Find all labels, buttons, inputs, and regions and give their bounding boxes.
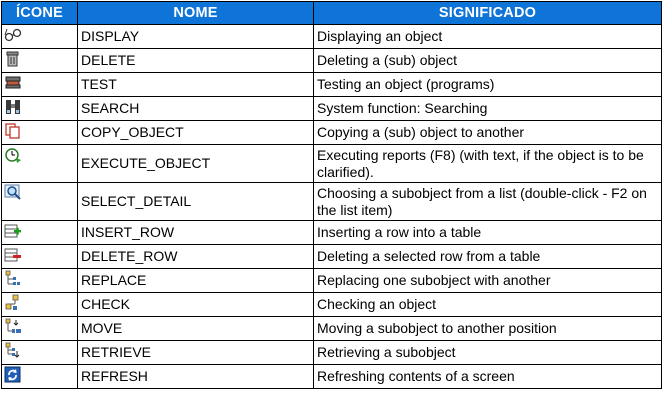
table-row bbox=[2, 25, 662, 49]
name-cell: DELETE_ROW bbox=[78, 245, 314, 269]
table-row bbox=[2, 221, 662, 245]
table-row bbox=[2, 365, 662, 389]
wrench-test-icon bbox=[4, 74, 22, 92]
icon-cell bbox=[2, 73, 78, 97]
meaning-cell: Testing an object (programs) bbox=[314, 73, 662, 97]
meaning-cell: System function: Searching bbox=[314, 97, 662, 121]
trash-can-icon bbox=[4, 50, 22, 68]
meaning-cell: Copying a (sub) object to another bbox=[314, 121, 662, 145]
icon-cell bbox=[2, 365, 78, 389]
header-icon: ÍCONE bbox=[2, 2, 78, 25]
icon-cell bbox=[2, 49, 78, 73]
delete-row-icon bbox=[4, 246, 22, 264]
binoculars-icon bbox=[4, 98, 22, 116]
meaning-cell: Refreshing contents of a screen bbox=[314, 365, 662, 389]
icon-cell bbox=[2, 341, 78, 365]
table-row bbox=[2, 73, 662, 97]
icon-cell bbox=[2, 145, 78, 183]
meaning-cell: Checking an object bbox=[314, 293, 662, 317]
name-cell: COPY_OBJECT bbox=[78, 121, 314, 145]
meaning-cell: Moving a subobject to another position bbox=[314, 317, 662, 341]
name-cell: SELECT_DETAIL bbox=[78, 183, 314, 221]
table-row bbox=[2, 183, 662, 221]
icon-cell bbox=[2, 183, 78, 221]
meaning-cell: Deleting a selected row from a table bbox=[314, 245, 662, 269]
name-cell: DELETE bbox=[78, 49, 314, 73]
meaning-cell: Inserting a row into a table bbox=[314, 221, 662, 245]
table-row bbox=[2, 317, 662, 341]
header-meaning: SIGNIFICADO bbox=[314, 2, 662, 25]
table-row bbox=[2, 121, 662, 145]
table-row bbox=[2, 49, 662, 73]
icon-cell bbox=[2, 97, 78, 121]
table-row bbox=[2, 145, 662, 183]
table-header-row bbox=[2, 2, 662, 25]
name-cell: CHECK bbox=[78, 293, 314, 317]
replace-tree-icon bbox=[4, 270, 22, 288]
check-tree-icon bbox=[4, 294, 22, 312]
header-name: NOME bbox=[78, 2, 314, 25]
table-row bbox=[2, 97, 662, 121]
name-cell: SEARCH bbox=[78, 97, 314, 121]
glasses-icon bbox=[4, 26, 22, 44]
name-cell: REPLACE bbox=[78, 269, 314, 293]
icon-cell bbox=[2, 293, 78, 317]
icon-reference-table-container bbox=[1, 1, 662, 389]
meaning-cell: Deleting a (sub) object bbox=[314, 49, 662, 73]
icon-cell bbox=[2, 121, 78, 145]
magnifier-detail-icon bbox=[4, 184, 22, 202]
table-row bbox=[2, 341, 662, 365]
name-cell: EXECUTE_OBJECT bbox=[78, 145, 314, 183]
name-cell: INSERT_ROW bbox=[78, 221, 314, 245]
table-row bbox=[2, 293, 662, 317]
retrieve-tree-icon bbox=[4, 342, 22, 360]
icon-reference-table bbox=[1, 1, 662, 389]
clock-execute-icon bbox=[4, 146, 22, 164]
icon-cell bbox=[2, 221, 78, 245]
copy-pages-icon bbox=[4, 122, 22, 140]
name-cell: MOVE bbox=[78, 317, 314, 341]
meaning-cell: Executing reports (F8) (with text, if the object is to be clarified). bbox=[314, 145, 662, 183]
meaning-cell: Replacing one subobject with another bbox=[314, 269, 662, 293]
icon-cell bbox=[2, 25, 78, 49]
name-cell: REFRESH bbox=[78, 365, 314, 389]
refresh-icon bbox=[4, 366, 22, 384]
icon-cell bbox=[2, 269, 78, 293]
name-cell: TEST bbox=[78, 73, 314, 97]
insert-row-icon bbox=[4, 222, 22, 240]
move-tree-icon bbox=[4, 318, 22, 336]
table-row bbox=[2, 245, 662, 269]
table-row bbox=[2, 269, 662, 293]
meaning-cell: Retrieving a subobject bbox=[314, 341, 662, 365]
name-cell: DISPLAY bbox=[78, 25, 314, 49]
icon-cell bbox=[2, 317, 78, 341]
meaning-cell: Choosing a subobject from a list (double-click - F2 on the list item) bbox=[314, 183, 662, 221]
meaning-cell: Displaying an object bbox=[314, 25, 662, 49]
icon-cell bbox=[2, 245, 78, 269]
name-cell: RETRIEVE bbox=[78, 341, 314, 365]
